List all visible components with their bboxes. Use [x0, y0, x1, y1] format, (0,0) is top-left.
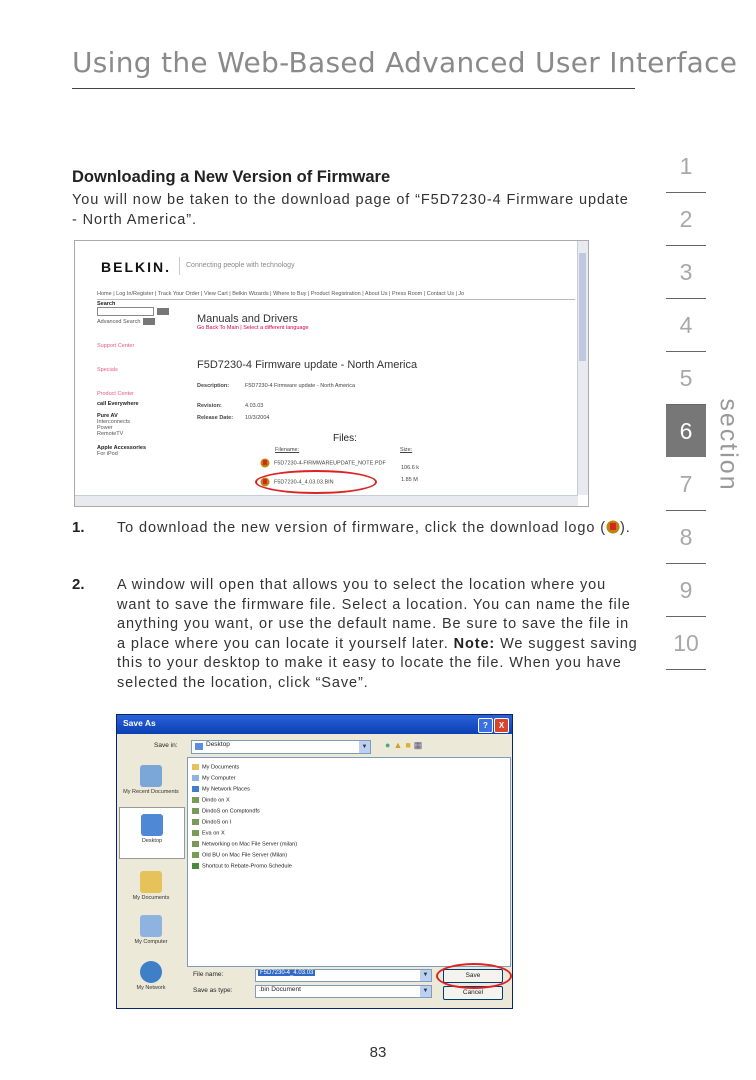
save-as-type-value: .bin Document — [259, 986, 301, 993]
header-rule — [72, 88, 635, 89]
description-value: F5D7230-4 Firmware update - North America — [245, 383, 356, 389]
place-recent-label: My Recent Documents — [123, 789, 179, 795]
network-icon — [192, 786, 199, 792]
desktop-place-icon — [141, 814, 163, 836]
sidebar-product-center[interactable]: Product Center — [97, 391, 134, 397]
step-2-number: 2. — [72, 576, 85, 593]
manuals-heading: Manuals and Drivers — [197, 313, 298, 325]
file-name-label: File name: — [193, 971, 224, 978]
list-item[interactable] — [192, 830, 225, 836]
list-item-label: Networking on Mac File Server (milan) — [202, 841, 298, 848]
network-drive-icon — [192, 841, 199, 847]
sidebar-power[interactable]: Power — [97, 425, 113, 431]
nav-item-5[interactable]: 5 — [666, 352, 706, 405]
views-icon[interactable]: ▦ — [413, 740, 426, 750]
list-item-label: DindoS on Comptondfs — [202, 808, 260, 815]
intro-paragraph: You will now be taken to the download page of “F5D7230-4 Firmware update - North America”. — [72, 192, 629, 228]
filename-header: Filename: — [275, 447, 300, 453]
dialog-toolbar — [385, 740, 425, 751]
scrollbar-thumb[interactable] — [579, 253, 586, 361]
sidebar-apple-accessories[interactable]: Apple Accessories — [97, 445, 147, 451]
nav-item-10[interactable]: 10 — [666, 617, 706, 670]
search-label: Search — [97, 301, 116, 307]
revision-value: 4.03.03 — [245, 403, 264, 409]
place-desktop-label: Desktop — [141, 838, 163, 844]
sidebar-support-center[interactable]: Support Center — [97, 343, 135, 349]
sidebar-specials[interactable]: Specials — [97, 367, 118, 373]
nav-item-6-active[interactable]: 6 — [666, 405, 706, 458]
place-documents-label: My Documents — [132, 895, 170, 901]
chevron-down-icon[interactable]: ▼ — [420, 970, 431, 981]
nav-item-2[interactable]: 2 — [666, 193, 706, 246]
list-item[interactable] — [192, 775, 236, 781]
firmware-title: F5D7230-4 Firmware update - North America — [197, 359, 418, 371]
new-folder-icon[interactable]: ■ — [405, 740, 414, 750]
vertical-scrollbar[interactable] — [577, 241, 588, 495]
download-logo-icon — [606, 520, 620, 534]
belkin-topbar — [75, 241, 575, 281]
nav-item-9[interactable]: 9 — [666, 564, 706, 617]
horizontal-scrollbar[interactable] — [75, 495, 578, 506]
section-heading: Downloading a New Version of Firmware — [72, 168, 391, 186]
list-item-label: Old BU on Mac File Server (Milan) — [202, 852, 288, 859]
place-desktop[interactable] — [119, 807, 185, 859]
nav-item-3[interactable]: 3 — [666, 246, 706, 299]
list-item[interactable] — [192, 852, 287, 858]
description-label: Description: — [197, 383, 230, 389]
release-date-label: Release Date: — [197, 415, 234, 421]
save-button[interactable]: Save — [443, 969, 503, 983]
list-item[interactable] — [192, 819, 231, 825]
manuals-subnav[interactable]: Go Back To Main | Select a different language — [197, 325, 309, 331]
save-as-type-select[interactable] — [255, 985, 432, 998]
revision-label: Revision: — [197, 403, 222, 409]
belkin-menu[interactable]: Home | Log In/Register | Track Your Order | View Cart | Belkin Wizards | Where to Buy | Product Registration | About Us | Press Room | Contact Us | Jo — [97, 291, 575, 300]
cancel-button[interactable]: Cancel — [443, 986, 503, 1000]
file-list[interactable] — [187, 757, 511, 967]
step-2-body: A window will open that allows you to select the location where you want to save the firmware file. Select a location. You can name the file anything you want, or use the default name. Be sure to save the file in a place where you can locate it yourself later. — [117, 577, 631, 652]
list-item-label: My Network Places — [202, 786, 250, 793]
list-item-label: Shortcut to Rebate-Promo Schedule — [202, 863, 292, 870]
my-network-icon — [140, 961, 162, 983]
place-recent-documents[interactable] — [119, 765, 183, 795]
up-folder-icon[interactable]: ▲ — [393, 740, 406, 750]
network-drive-icon — [192, 830, 199, 836]
file-name-value: F5D7230-4_4.03.03 — [260, 970, 314, 976]
search-go-button[interactable] — [157, 308, 169, 315]
nav-item-8[interactable]: 8 — [666, 511, 706, 564]
save-in-label: Save in: — [154, 742, 178, 749]
nav-item-4[interactable]: 4 — [666, 299, 706, 352]
help-button[interactable]: ? — [478, 718, 493, 733]
sidebar-pure-av[interactable]: Pure AV — [97, 413, 118, 419]
shortcut-icon — [192, 863, 199, 869]
my-documents-icon — [140, 871, 162, 893]
chevron-down-icon[interactable]: ▼ — [359, 741, 370, 753]
sidebar-interconnects[interactable]: Interconnects — [97, 419, 131, 425]
list-item[interactable] — [192, 808, 260, 814]
note-label: Note: — [453, 635, 496, 652]
place-computer-label: My Computer — [134, 939, 168, 945]
dialog-titlebar[interactable] — [117, 715, 512, 734]
list-item[interactable] — [192, 841, 297, 847]
chapter-title: Using the Web-Based Advanced User Interface — [72, 46, 738, 79]
advanced-search-link[interactable]: Advanced Search — [97, 318, 141, 325]
list-item[interactable] — [192, 863, 292, 869]
back-icon[interactable]: ● — [385, 740, 394, 750]
belkin-sidebar — [97, 301, 187, 457]
chevron-down-icon[interactable]: ▼ — [420, 986, 431, 997]
file-name-input[interactable] — [255, 969, 432, 982]
file-name-pdf[interactable]: F5D7230-4-FIRMWAREUPDATE_NOTE.PDF — [274, 460, 386, 467]
save-as-type-label: Save as type: — [193, 987, 233, 994]
save-as-dialog — [116, 714, 513, 1009]
page-number: 83 — [369, 1044, 387, 1061]
network-drive-icon — [192, 852, 199, 858]
dialog-title: Save As — [123, 718, 156, 728]
step-1-text-after: ). — [619, 520, 631, 536]
place-my-computer[interactable] — [119, 915, 183, 945]
list-item[interactable] — [192, 797, 230, 803]
folder-icon — [192, 764, 199, 770]
nav-item-7[interactable]: 7 — [666, 458, 706, 511]
computer-icon — [192, 775, 199, 781]
file-row-pdf — [260, 458, 386, 468]
download-icon[interactable] — [260, 458, 270, 468]
release-date-value: 10/3/2004 — [245, 415, 270, 421]
place-my-network[interactable] — [119, 961, 183, 991]
list-item-label: Eva on X — [202, 830, 225, 837]
network-drive-icon — [192, 808, 199, 814]
list-item[interactable] — [192, 786, 250, 792]
release-date-row — [197, 415, 269, 421]
save-in-value: Desktop — [206, 741, 230, 748]
my-computer-icon — [140, 915, 162, 937]
section-label — [706, 395, 750, 495]
step-1-text — [117, 519, 639, 539]
search-input[interactable] — [97, 307, 154, 316]
save-in-select[interactable] — [191, 740, 371, 754]
highlight-oval — [255, 470, 377, 494]
step-1-number: 1. — [72, 519, 85, 536]
list-item-label: Dindo on X — [202, 797, 230, 804]
file-size-bin: 1.85 M — [401, 477, 418, 483]
description-row — [197, 383, 355, 389]
places-bar — [119, 757, 183, 1007]
note-text: We suggest saving this to your desktop to make it easy to locate the file. When you have selected the location, click “Save”. — [117, 635, 638, 691]
step-2-text — [117, 576, 639, 693]
belkin-download-page-screenshot — [74, 240, 589, 507]
file-name-bin[interactable]: F5D7230-4_4.03.03.BIN — [274, 479, 334, 486]
files-label: Files: — [333, 433, 357, 444]
sidebar-for-ipod[interactable]: For iPod — [97, 451, 118, 457]
nav-item-1[interactable]: 1 — [666, 140, 706, 193]
place-network-label: My Network — [136, 985, 166, 991]
section-label-text: section — [714, 398, 743, 492]
file-size-pdf: 106.6 k — [401, 465, 420, 471]
belkin-logo: BELKIN. — [101, 259, 171, 275]
size-header: Size: — [400, 447, 413, 453]
network-drive-icon — [192, 797, 199, 803]
advanced-search-go-button[interactable] — [143, 318, 155, 325]
list-item[interactable] — [192, 764, 239, 770]
list-item-label: DindoS on I — [202, 819, 232, 826]
save-highlight-oval — [436, 963, 512, 989]
recent-documents-icon — [140, 765, 162, 787]
list-item-label: My Documents — [202, 764, 240, 771]
sidebar-remotetv[interactable]: RemoteTV — [97, 431, 124, 437]
section-nav — [666, 140, 706, 670]
desktop-icon — [195, 743, 203, 750]
revision-row — [197, 403, 263, 409]
network-drive-icon — [192, 819, 199, 825]
sidebar-call-everywhere[interactable]: call Everywhere — [97, 401, 139, 407]
belkin-tagline: Connecting people with technology — [179, 257, 295, 275]
close-button[interactable]: X — [494, 718, 509, 733]
list-item-label: My Computer — [202, 775, 236, 782]
step-1-text-before: To download the new version of firmware, click the download logo ( — [117, 520, 606, 536]
place-my-documents[interactable] — [119, 871, 183, 901]
